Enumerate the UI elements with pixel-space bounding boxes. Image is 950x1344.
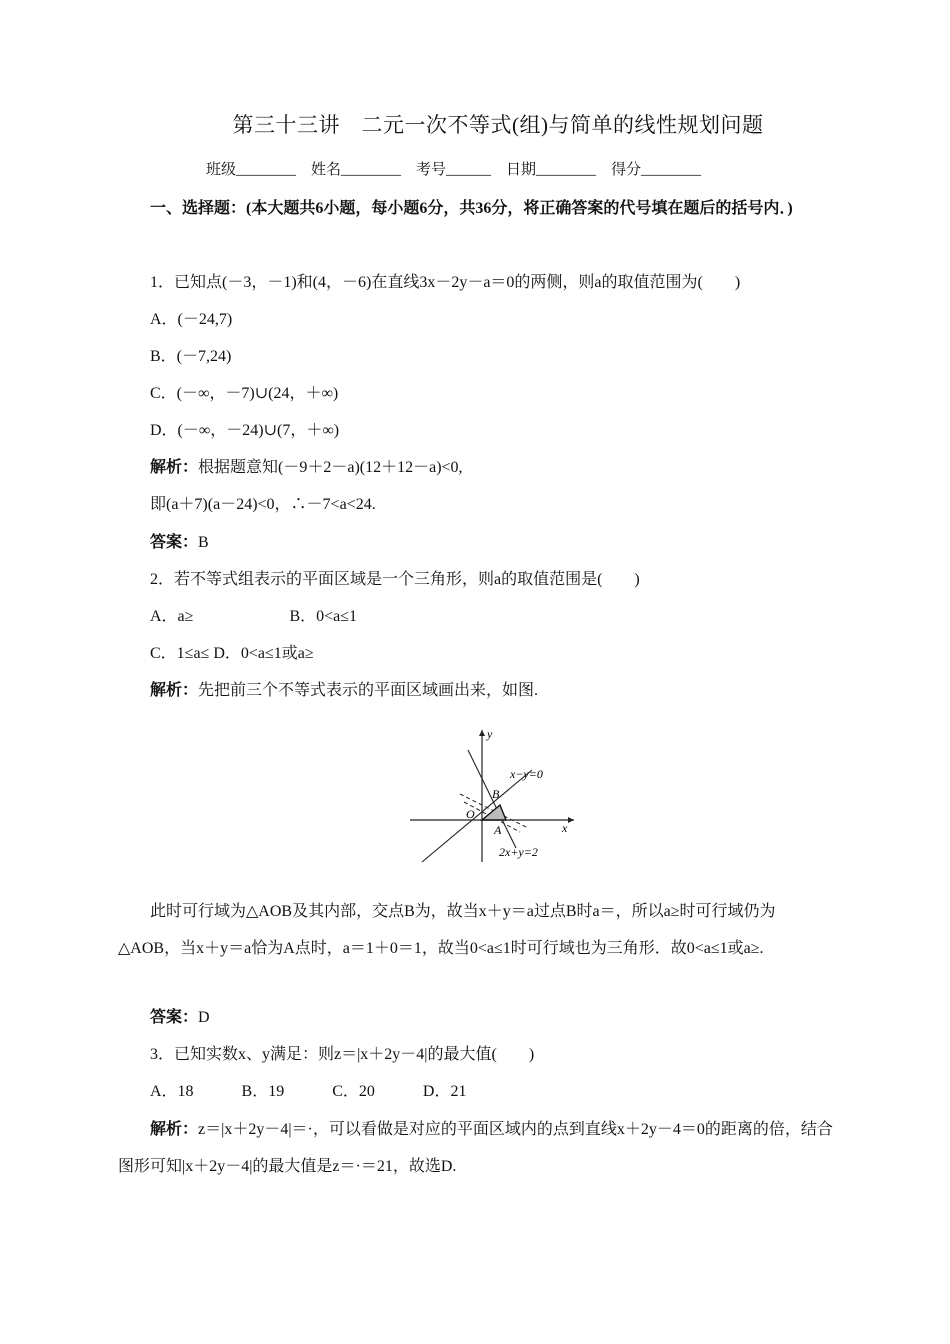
question-3-stem: 3．已知实数x、y满足：则z＝|x＋2y－4|的最大值( ) xyxy=(150,1046,535,1063)
x-axis-label: x xyxy=(562,821,568,835)
question-1-stem: 1．已知点(－3，－1)和(4，－6)在直线3x－2y－a＝0的两侧，则a的取值范围为( ) xyxy=(150,274,741,291)
answer-label: 答案： xyxy=(150,534,199,551)
question-1-analysis xyxy=(150,458,463,478)
question-1-choice-a: A．(－24,7) xyxy=(150,311,233,328)
analysis-label: 解析： xyxy=(150,1121,199,1138)
analysis-text: z＝|x＋2y－4|＝·，可以看做是对应的平面区域内的点到直线x＋2y－4＝0的距离的倍，结合图形可知|x＋2y－4|的最大值是z＝·＝21，故选D. xyxy=(118,1121,833,1175)
question-1-analysis-2: 即(a＋7)(a－24)<0，∴－7<a<24. xyxy=(150,496,376,513)
section-heading: 一、选择题：(本大题共6小题，每小题6分，共36分，将正确答案的代号填在题后的括号内．) xyxy=(150,200,793,217)
y-axis-arrow xyxy=(479,730,485,736)
y-axis-label: y xyxy=(487,727,493,741)
question-2-stem: 2．若不等式组表示的平面区域是一个三角形，则a的取值范围是( ) xyxy=(150,571,640,588)
page-title: 第三十三讲 二元一次不等式(组)与简单的线性规划问题 xyxy=(232,113,764,137)
answer-label: 答案： xyxy=(150,1009,199,1026)
question-2-answer xyxy=(150,1008,210,1028)
question-1-choice-b: B．(－7,24) xyxy=(150,348,232,365)
answer-value: B xyxy=(198,534,209,551)
line-2-label: 2x+y=2 xyxy=(499,845,538,859)
question-2-analysis xyxy=(150,681,538,701)
point-b-label: B xyxy=(492,787,500,801)
question-2-choices-cd: C．1≤a≤ D．0<a≤1或a≥ xyxy=(150,645,314,662)
region-graph xyxy=(404,722,584,870)
feasible-region-figure xyxy=(404,722,584,870)
origin-label: O xyxy=(466,807,475,821)
analysis-label: 解析： xyxy=(150,682,199,699)
question-1-answer xyxy=(150,533,209,553)
analysis-text: 先把前三个不等式表示的平面区域画出来，如图. xyxy=(198,682,539,699)
x-axis-arrow xyxy=(568,817,574,823)
analysis-text: 根据题意知(－9＋2－a)(12＋12－a)<0, xyxy=(198,459,463,476)
answer-value: D xyxy=(198,1009,210,1026)
question-2-explanation: 此时可行域为△AOB及其内部，交点B为，故当x＋y＝a过点B时a＝，所以a≥时可行域仍为△AOB，当x＋y＝a恰为A点时，a＝1＋0＝1，故当0<a≤1时可行域也为三角形．故0<a≤1或a≥. xyxy=(118,903,776,957)
question-2-choices-ab: A．a≥ B．0<a≤1 xyxy=(150,608,358,625)
question-3-analysis xyxy=(118,1111,833,1185)
student-info-line: 班级________ 姓名________ 考号______ 日期________ 得分________ xyxy=(206,162,702,178)
line-1-label: x−y=0 xyxy=(510,767,543,781)
point-a-label: A xyxy=(494,823,502,837)
analysis-label: 解析： xyxy=(150,459,199,476)
question-3-choices: A．18 B．19 C．20 D．21 xyxy=(150,1083,467,1100)
question-1-choice-d: D．(－∞，－24)∪(7，＋∞) xyxy=(150,422,340,439)
question-1-choice-c: C．(－∞，－7)∪(24，＋∞) xyxy=(150,385,339,402)
